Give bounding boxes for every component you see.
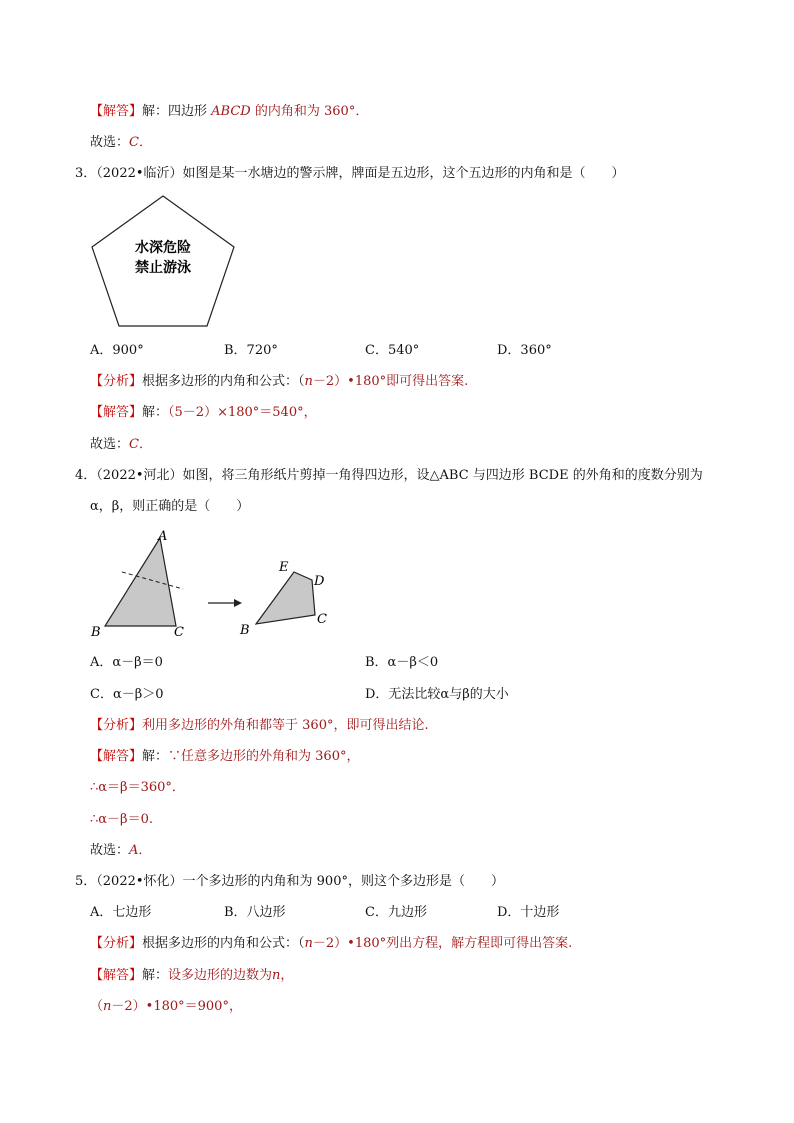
label-b: B: [91, 625, 101, 640]
q3-answer: 【解答】解：（5－2）×180°＝540°，: [90, 405, 317, 420]
q4-step1: ∴α＝β＝360°．: [90, 780, 185, 795]
analysis-tag: 【分析】: [90, 718, 143, 733]
q4-option-d: D．无法比较α与β的大小: [365, 687, 509, 702]
analysis-tag: 【分析】: [90, 374, 143, 389]
q3-option-d: D．360°: [497, 343, 552, 358]
label-a: A: [158, 529, 168, 544]
q5-analysis: 【分析】根据多边形的内角和公式：（n－2）•180°列出方程，解方程即可得出答案.: [90, 936, 573, 951]
q3-stem: 3．（2022•临沂）如图是某一水塘边的警示牌，牌面是五边形，这个五边形的内角和是（ ）: [75, 166, 625, 181]
label-d: D: [314, 574, 325, 589]
q5-stem: 5．（2022•怀化）一个多边形的内角和为 900°，则这个多边形是（ ）: [75, 874, 504, 889]
label-c: C: [174, 625, 184, 640]
q3-choice: 故选：C．: [90, 437, 152, 452]
q2-choice-line: 故选：C．: [90, 135, 152, 150]
q4-analysis: 【分析】利用多边形的外角和都等于 360°，即可得出结论.: [90, 718, 429, 733]
q3-option-c: C．540°: [365, 343, 420, 358]
q4-stem-line1: 4．（2022•河北）如图，将三角形纸片剪掉一角得四边形，设△ABC 与四边形 BCDE 的外角和的度数分别为: [75, 468, 703, 483]
analysis-tag: 【分析】: [90, 936, 143, 951]
q5-option-b: B．八边形: [224, 905, 286, 920]
answer-tag: 【解答】: [90, 104, 143, 119]
q2-answer-line: 【解答】解：四边形 ABCD 的内角和为 360°．: [90, 104, 369, 119]
quadrilateral-bcde: [256, 572, 315, 624]
q3-option-a: A．900°: [90, 343, 144, 358]
warning-sign-pentagon: [88, 192, 238, 332]
label-b2: B: [240, 623, 250, 638]
answer-tag: 【解答】: [90, 405, 143, 420]
answer-tag: 【解答】: [90, 749, 143, 764]
q5-option-a: A．七边形: [90, 905, 152, 920]
q4-answer: 【解答】解：∵任意多边形的外角和为 360°，: [90, 749, 360, 764]
sign-text-line1: 水深危险: [135, 240, 191, 256]
q3-option-b: B．720°: [224, 343, 278, 358]
q4-option-b: B．α－β＜0: [365, 655, 439, 670]
q5-option-d: D．十边形: [497, 905, 560, 920]
q4-figure: [86, 528, 346, 644]
q4-choice: 故选：A．: [90, 843, 152, 858]
q5-equation: （n－2）•180°＝900°，: [90, 999, 242, 1014]
arrow-head-icon: [234, 599, 242, 607]
q4-option-c: C．α－β＞0: [90, 687, 164, 702]
q4-step2: ∴α－β＝0.: [90, 812, 153, 827]
q5-answer: 【解答】解：设多边形的边数为n，: [90, 968, 294, 983]
sign-text-line2: 禁止游泳: [135, 260, 191, 276]
label-c2: C: [317, 612, 327, 627]
answer-tag: 【解答】: [90, 968, 143, 983]
q4-stem-line2: α，β，则正确的是（ ）: [90, 499, 250, 514]
q5-option-c: C．九边形: [365, 905, 427, 920]
q4-option-a: A．α－β＝0: [90, 655, 163, 670]
triangle-abc: [105, 538, 176, 626]
label-e: E: [279, 560, 289, 575]
q3-analysis: 【分析】根据多边形的内角和公式：（n－2）•180°即可得出答案.: [90, 374, 469, 389]
